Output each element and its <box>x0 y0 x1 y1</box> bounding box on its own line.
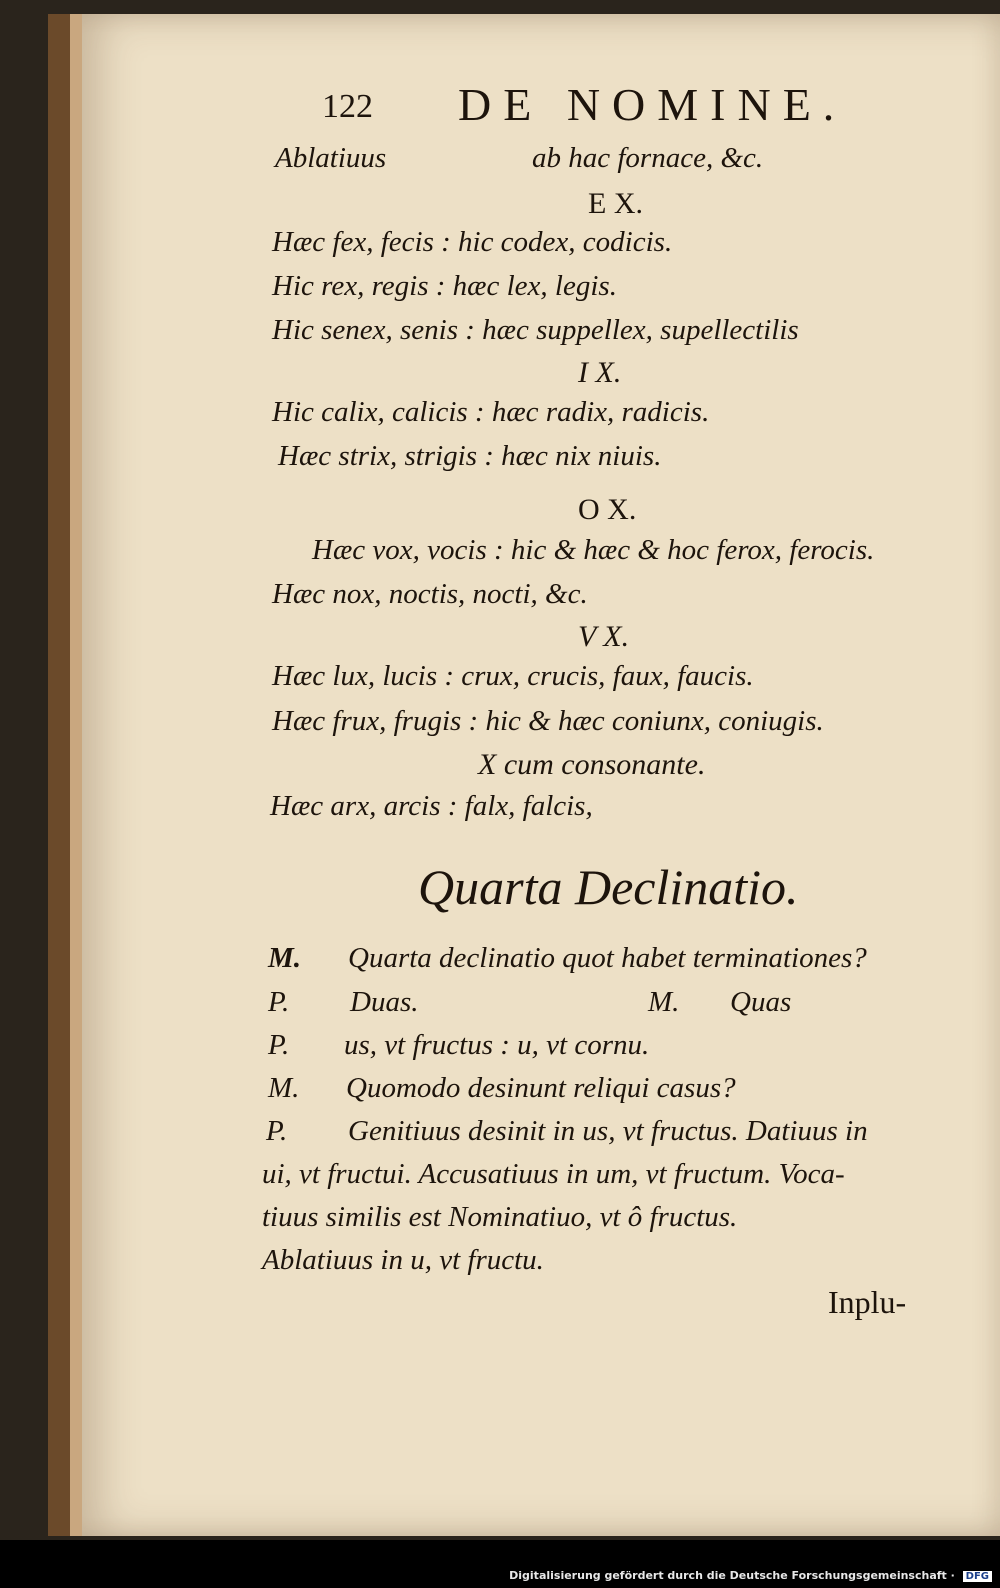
dialogue-text: us, vt fructus : u, vt cornu. <box>344 1029 650 1061</box>
text-line: Hic senex, senis : hæc suppellex, supellectilis <box>272 314 799 346</box>
text-line: Hæc strix, strigis : hæc nix niuis. <box>278 440 662 472</box>
footer-bar <box>0 1540 1000 1588</box>
page-gutter <box>70 14 82 1536</box>
text-line: Hæc vox, vocis : hic & hæc & hoc ferox, ferocis. <box>312 534 875 566</box>
credit-text: Digitalisierung gefördert durch die Deutsche Forschungsgemeinschaft · <box>509 1569 955 1582</box>
text-line: Ablatiuus in u, vt fructu. <box>262 1244 544 1276</box>
section-heading: O X. <box>578 493 637 526</box>
ablatiuus-label: Ablatiuus <box>275 142 387 174</box>
text-line: Hæc nox, noctis, nocti, &c. <box>272 578 588 610</box>
speaker-label: M. <box>268 942 302 974</box>
speaker-label: P. <box>268 986 290 1018</box>
page-number: 122 <box>322 88 373 125</box>
text-line: Hæc fex, fecis : hic codex, codicis. <box>272 226 673 258</box>
dialogue-text: Duas. <box>350 986 419 1018</box>
dialogue-text: Quomodo desinunt reliqui casus? <box>346 1072 736 1104</box>
speaker-label: P. <box>266 1115 288 1147</box>
section-heading: E X. <box>588 187 643 220</box>
text-line: ui, vt fructui. Accusatiuus in um, vt fructum. Voca- <box>262 1158 845 1190</box>
dialogue-text: Quarta declinatio quot habet terminationes? <box>348 942 867 974</box>
running-head: DE NOMINE. <box>458 79 847 130</box>
text-line: Hæc arx, arcis : falx, falcis, <box>270 790 593 822</box>
text-line: Hæc lux, lucis : crux, crucis, faux, faucis. <box>272 660 754 692</box>
speaker-label: M. <box>648 986 680 1018</box>
dfg-logo: DFG <box>963 1571 992 1582</box>
speaker-label: M. <box>268 1072 300 1104</box>
section-heading: X cum consonante. <box>478 748 706 781</box>
ablatiuus-example: ab hac fornace, &c. <box>532 142 764 174</box>
quarta-title: Quarta Declinatio. <box>418 859 799 915</box>
section-heading: I X. <box>578 356 622 389</box>
speaker-label: P. <box>268 1029 290 1061</box>
text-line: Hic rex, regis : hæc lex, legis. <box>272 270 617 302</box>
catchword: Inplu- <box>828 1284 907 1320</box>
dialogue-text: Genitiuus desinit in us, vt fructus. Datiuus in <box>348 1115 868 1147</box>
text-line: Hic calix, calicis : hæc radix, radicis. <box>272 396 710 428</box>
text-line: tiuus similis est Nominatiuo, vt ô fructus. <box>262 1201 738 1233</box>
section-heading: V X. <box>578 620 630 653</box>
text-line: Hæc frux, frugis : hic & hæc coniunx, coniugis. <box>272 705 824 737</box>
dialogue-text: Quas <box>730 986 792 1018</box>
digitization-credit <box>509 1569 992 1582</box>
